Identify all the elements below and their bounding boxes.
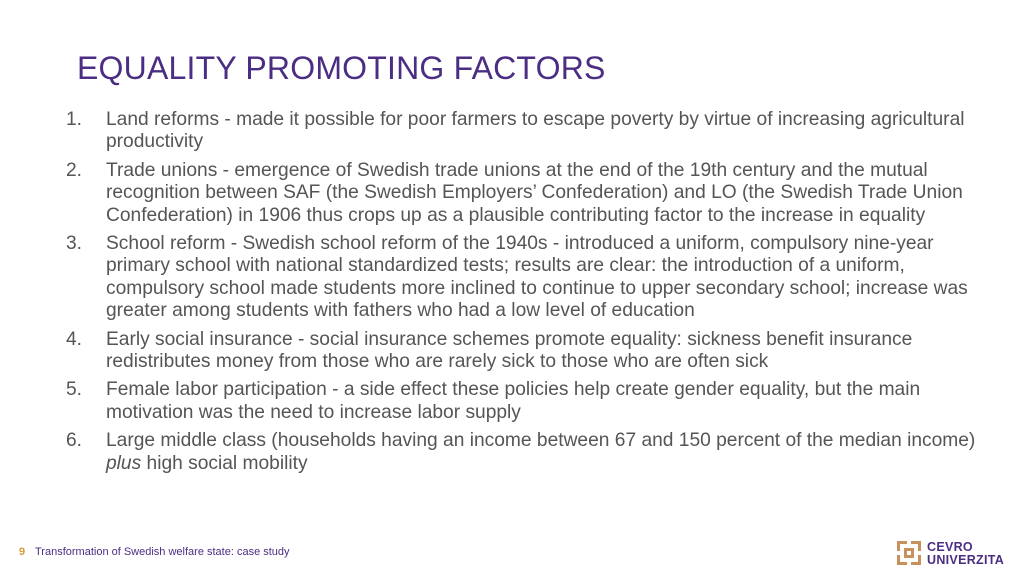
item-text: School reform - Swedish school reform of the 1940s - introduced a uniform, compulsory nine-year primary school with national standardized tests; results are clear: the introduction of a uniform, compulsory school made students more inclined to continue to upper secondary school; increase was greater among students with fathers who had a low level of education [106, 233, 968, 322]
list-item [66, 160, 986, 227]
slide-title: EQUALITY PROMOTING FACTORS [77, 50, 606, 86]
list-item [66, 379, 986, 424]
factor-list [66, 109, 986, 481]
logo-line-1: CEVRO [927, 540, 973, 554]
list-item [66, 109, 986, 154]
item-number: 5. [66, 379, 83, 401]
item-text-italic: plus [106, 452, 142, 474]
slide-page-number: 9 [19, 546, 26, 558]
item-text: Trade unions - emergence of Swedish trade unions at the end of the 19th century and the mutual recognition between SAF (the Swedish Employers’ Confederation) and LO (the Swedish Trade Union Confederation) in 1906 thus crops up as a plausible contributing factor to the increase in equality [106, 159, 963, 226]
item-text: Female labor participation - a side effect these policies help create gender equality, but the main motivation was the need to increase labor supply [106, 379, 921, 423]
item-number: 1. [66, 109, 83, 130]
footer-caption: Transformation of Swedish welfare state: case study [35, 546, 290, 558]
list-item [66, 329, 986, 374]
item-number: 6. [66, 430, 83, 452]
cevro-logo [897, 540, 1017, 568]
item-text-after: high social mobility [141, 452, 308, 474]
item-number: 4. [66, 328, 83, 350]
logo-wordmark [927, 541, 1004, 566]
item-text: Land reforms - made it possible for poor farmers to escape poverty by virtue of increasing agricultural productivity [106, 109, 965, 153]
logo-line-2: UNIVERZITA [927, 552, 1005, 567]
list-item [66, 233, 986, 323]
item-number: 2. [66, 159, 83, 181]
item-text-before: Large middle class (households having an income between 67 and 150 percent of the median income) [106, 430, 976, 452]
item-number: 3. [66, 233, 83, 255]
list-item [66, 430, 986, 475]
cevro-logo-mark-icon [897, 541, 921, 565]
item-text: Early social insurance - social insurance schemes promote equality: sickness benefit insurance redistributes money from those who are rarely sick to those who are often sick [106, 328, 913, 373]
